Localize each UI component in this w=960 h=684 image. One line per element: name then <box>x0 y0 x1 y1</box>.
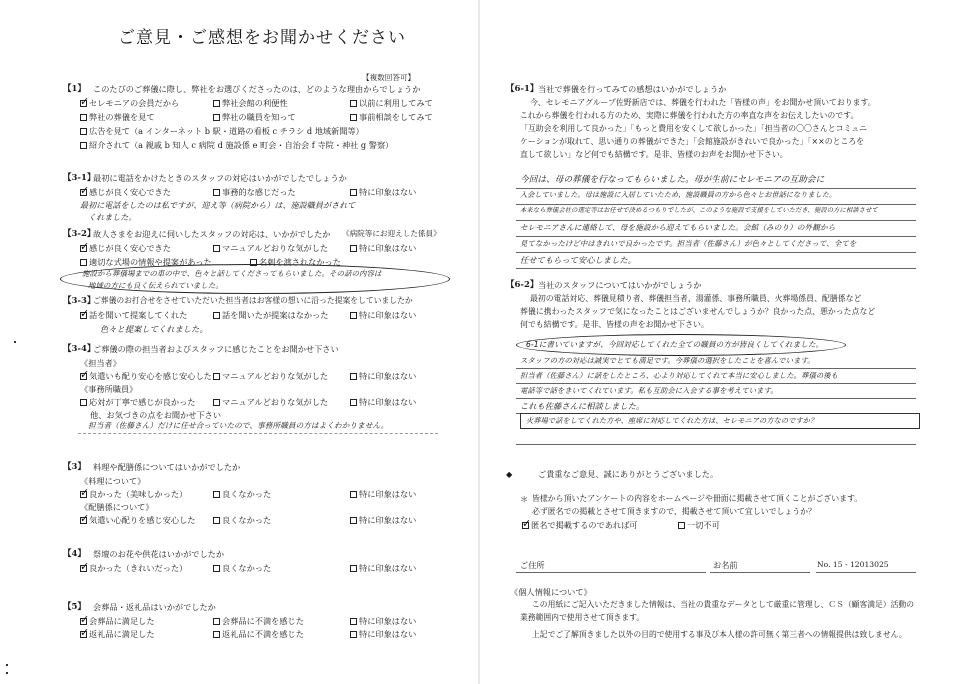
q32-note: 《病院等にお迎えした係員》 <box>342 229 441 238</box>
q1-option[interactable]: 弊社の職員を知って <box>213 112 296 122</box>
q32-handwriting: 施設から葬儀場までの車の中で、色々と話してくださってもらいました。その話の内容は <box>82 269 382 278</box>
answer-line <box>516 252 916 253</box>
q61-handwriting: 今回は、母の葬儀を行なってもらいました。母が生前にセレモニアの互助会に <box>520 175 825 185</box>
q61-body: 今、セレモニアグループ佐野新店では、葬儀を行われた「皆様の声」をお聞かせ頂いております。 <box>530 98 876 107</box>
checkbox-icon[interactable] <box>350 245 357 252</box>
answer-line <box>516 268 916 269</box>
thanks-text: ご貴重なご意見、誠にありがとうございました。 <box>538 469 719 479</box>
q32-handwriting: 地域の方にも良く伝えられていました。 <box>88 281 223 290</box>
scan-speck <box>14 341 16 343</box>
checkbox-icon[interactable] <box>80 114 87 121</box>
answer-line <box>78 433 438 434</box>
checkbox-icon[interactable] <box>80 128 87 135</box>
checkbox-checked-icon[interactable] <box>80 491 87 498</box>
q5-option[interactable]: ✓返礼品に満足した <box>80 629 155 639</box>
q5-number: 【5】 <box>63 602 86 612</box>
q4b-option[interactable]: 良くなかった <box>213 563 271 573</box>
q4b-option[interactable]: 特に印象はない <box>350 563 416 573</box>
answer-line <box>516 188 916 189</box>
q3-option[interactable]: 良くなかった <box>213 489 271 499</box>
q32-option[interactable]: 名刺を渡されなかった <box>250 257 341 267</box>
q4-option[interactable]: 特に印象はない <box>350 371 416 381</box>
q4-number: 【3-4】 <box>63 344 96 354</box>
checkbox-icon[interactable] <box>350 565 357 572</box>
checkbox-icon[interactable] <box>213 399 220 406</box>
publish-question: 皆様から頂いたアンケートの内容をホームページや冊面に掲載させて頂くことがございます。 <box>532 494 863 503</box>
q5-option[interactable]: 特に印象はない <box>350 629 416 639</box>
q33-number: 【3-3】 <box>63 296 96 306</box>
scan-speck <box>6 664 8 666</box>
q5-option[interactable]: 会葬品に不満を感じた <box>213 616 304 626</box>
q4-other: 他、お気づきの点をお聞かせ下さい <box>90 410 222 420</box>
checkbox-icon[interactable] <box>350 517 357 524</box>
privacy-text: 業務範囲内で使用させて頂きます。 <box>520 613 645 622</box>
q33-handwriting: 色々と提案してくれました。 <box>100 324 208 334</box>
q4-option[interactable]: ✓気遣いも配り安心を感じ安心した <box>80 371 212 381</box>
checkbox-icon[interactable] <box>213 491 220 498</box>
q61-text: 当社で葬儀を行ってみての感想はいかがでしょうか <box>538 84 727 94</box>
page-title: ご意見・ご感想をお聞かせください <box>118 28 406 48</box>
address-field[interactable] <box>516 572 706 573</box>
checkbox-icon[interactable] <box>213 245 220 252</box>
q61-body: 「互助会を利用して良かった」「もっと費用を安くして欲しかった」「担当者の〇〇さんとコミュニ <box>520 124 868 133</box>
checkbox-icon[interactable] <box>213 565 220 572</box>
bullet-icon: ＊ <box>520 494 529 504</box>
checkbox-checked-icon[interactable] <box>80 373 87 380</box>
checkbox-icon[interactable] <box>350 631 357 638</box>
q31-option[interactable]: 事務的な感じだった <box>213 187 296 197</box>
q62-handwriting-2: 火葬場で話をしてくれた方や、座席に対応してくれた方は、セレモニアの方なのですか？ <box>526 416 818 425</box>
q61-body: これから葬儀を行われる方のため、実際に葬儀を行われた方の率直な声をお伝えしたいのです。 <box>520 111 859 120</box>
q32-number: 【3-2】 <box>63 229 96 239</box>
q32-option[interactable]: 特に印象はない <box>350 243 416 253</box>
privacy-title: 《個人情報について》 <box>510 587 592 597</box>
q61-handwriting: 入会していました。母は施設に入居していたため、施設職員の方から色々とお世話になりました。 <box>520 190 837 199</box>
publish-question: 必ず匿名での掲載とさせて頂きますので、掲載させて頂いて宜しいでしょうか？ <box>532 507 816 516</box>
checkbox-icon[interactable] <box>350 114 357 121</box>
checkbox-checked-icon[interactable] <box>522 522 529 529</box>
q32-option[interactable]: ✓感じが良く安心できた <box>80 243 171 253</box>
checkbox-checked-icon[interactable] <box>80 618 87 625</box>
q62-handwriting: スタッフの方の対応は誠実でとても満足です。今葬儀の選択をしたことを喜んでいます。 <box>520 356 815 365</box>
q5-text: 会葬品・返礼品はいかがでしたか <box>93 602 216 612</box>
q3-option[interactable]: ✓気遣い心配りを感じ安心した <box>80 515 195 525</box>
q3-option[interactable]: ✓良かった（美味しかった） <box>80 489 187 499</box>
checkbox-icon[interactable] <box>213 618 220 625</box>
q61-body: 直して欲しい」など何でも結構です。是非、皆様のお声をお聞かせ下さい。 <box>520 150 788 159</box>
q1-option[interactable]: ✓セレモニアの会員だから <box>80 98 179 108</box>
q32-option[interactable]: 適切な式場の情報や提案があった <box>80 257 212 267</box>
number-line <box>816 572 916 573</box>
q4-sub: 《事務所職員》 <box>80 384 138 394</box>
q1-option-intro[interactable]: 紹介されて（a 親戚 b 知人 c 病院 d 施設係 e 町会・自治会 f 寺院・神社 g 警察） <box>80 140 393 150</box>
q4-handwriting: 担当者（佐藤さん）だけに任せ合っていたので、事務所職員の方はよくわかりません。 <box>88 421 389 430</box>
q4-option[interactable]: 応対が丁寧で感じが良かった <box>80 397 195 407</box>
q62-handwriting: 6-1に書いていますが、今回対応してくれた全ての職員の方が皆良くしてくれました。 <box>526 340 824 349</box>
q3-sub: 《配膳係について》 <box>80 502 154 512</box>
q3-option[interactable]: 特に印象はない <box>350 489 416 499</box>
publish-option[interactable]: ✓匿名で掲載するのであれば可 <box>522 520 637 530</box>
q4-option[interactable]: 特に印象はない <box>350 397 416 407</box>
publish-option[interactable]: 一切不可 <box>678 520 720 530</box>
q4-option[interactable]: マニュアルどおりな気がした <box>213 371 328 381</box>
answer-line <box>516 398 916 399</box>
checkbox-icon[interactable] <box>213 312 220 319</box>
name-label: お名前 <box>713 560 738 570</box>
checkbox-checked-icon[interactable] <box>80 631 87 638</box>
q31-number: 【3-1】 <box>63 173 96 183</box>
q5-option[interactable]: ✓会葬品に満足した <box>80 616 155 626</box>
answer-line <box>516 444 916 445</box>
checkbox-checked-icon[interactable] <box>80 189 87 196</box>
checkbox-icon[interactable] <box>213 373 220 380</box>
checkbox-icon[interactable] <box>350 491 357 498</box>
checkbox-icon[interactable] <box>350 618 357 625</box>
left-page <box>0 0 478 684</box>
answer-line <box>516 220 916 221</box>
checkbox-checked-icon[interactable] <box>80 312 87 319</box>
q1-number: 【1】 <box>63 84 86 94</box>
q5-option[interactable]: 返礼品に不満を感じた <box>213 629 304 639</box>
diamond-icon: ◆ <box>506 469 513 479</box>
q62-body: 最初の電話対応、葬儀見積り者、葬儀担当者、湯灌係、事務所職員、火葬場係員、配膳係など <box>530 294 862 303</box>
checkbox-icon[interactable] <box>80 399 87 406</box>
q62-handwriting: 電話等で話をきいてくれています。私も互助会に入会する事を考えています。 <box>520 386 778 395</box>
q1-option[interactable]: 弊社の葬儀を見て <box>80 112 155 122</box>
q62-handwriting: これも佐藤さんに相談しました。 <box>520 401 645 411</box>
q5-option[interactable]: 特に印象はない <box>350 616 416 626</box>
checkbox-icon[interactable] <box>80 142 87 149</box>
checkbox-icon[interactable] <box>350 100 357 107</box>
q62-handwriting: 担当者（佐藤さん）に話をしたところ、心より対応してくれて本当に安心しました。葬儀の後も <box>520 371 839 380</box>
q1-option-ad[interactable]: 広告を見て（a インターネット b 駅・道路の看板 c チラシ d 地域新聞等） <box>80 126 364 136</box>
address-label: ご住所 <box>520 560 545 570</box>
q62-body: 葬儀に携わったスタッフで気になったことはございませんでしょうか？良かった点、悪かった点など <box>520 307 876 316</box>
q31-handwriting: くれました。 <box>88 213 137 222</box>
checkbox-checked-icon[interactable] <box>80 100 87 107</box>
checkbox-icon[interactable] <box>213 631 220 638</box>
q33-option[interactable]: 話を聞いたが提案はなかった <box>213 310 328 320</box>
q4b-option[interactable]: ✓良かった（きれいだった） <box>80 563 187 573</box>
q31-option[interactable]: ✓感じが良く安心できた <box>80 187 171 197</box>
q61-number: 【6-1】 <box>506 84 539 94</box>
privacy-text: 上記でご了解頂きました以外の目的で使用する事及び本人様の許可無く第三者への情報提供は致しません。 <box>532 630 907 639</box>
q62-text: 当社のスタッフについてはいかがでしょうか <box>538 280 702 290</box>
answer-line <box>516 368 916 369</box>
q62-body: 何でも結構です。是非、皆様の声をお聞かせ下さい。 <box>520 320 709 329</box>
q62-number: 【6-2】 <box>506 280 539 290</box>
name-field[interactable] <box>710 572 810 573</box>
checkbox-icon[interactable] <box>350 312 357 319</box>
q3-sub: 《料理について》 <box>80 476 146 486</box>
q3-option[interactable]: 良くなかった <box>213 515 271 525</box>
answer-line <box>516 204 916 205</box>
q3-number: 【3】 <box>63 462 86 472</box>
q33-option[interactable]: ✓話を聞いて提案してくれた <box>80 310 187 320</box>
checkbox-icon[interactable] <box>350 373 357 380</box>
q3-option[interactable]: 特に印象はない <box>350 515 416 525</box>
q61-handwriting: 見てなかったけど中はきれいで良かったです。担当者（佐藤さん）が色々としてくださって、全てを <box>520 239 857 248</box>
answer-line <box>516 236 916 237</box>
q1-option[interactable]: 以前に利用してみて <box>350 98 433 108</box>
q61-body: ケーションが取れて、思い通りの葬儀ができた」「会館施設がきれいで良かった」「××のところを <box>520 137 865 146</box>
scan-speck <box>6 672 8 674</box>
q32-option[interactable]: マニュアルどおりな気がした <box>213 243 328 253</box>
checkbox-checked-icon[interactable] <box>80 245 87 252</box>
right-page <box>480 0 960 684</box>
checkbox-checked-icon[interactable] <box>80 517 87 524</box>
checkbox-icon[interactable] <box>213 189 220 196</box>
q4-text: ご葬儀の際の担当者およびスタッフに感じたことをお聞かせ下さい <box>93 344 339 354</box>
checkbox-icon[interactable] <box>213 114 220 121</box>
multi-answer-note: 【複数回答可】 <box>362 73 416 82</box>
q3-text: 料理や配膳係についてはいかがでしたか <box>93 462 241 472</box>
checkbox-checked-icon[interactable] <box>80 565 87 572</box>
q33-text: ご葬儀のお打合せをさせていただいた担当者はお客様の想いに沿った提案をしていましたか <box>93 296 413 305</box>
q1-option[interactable]: 事前相談をしてみて <box>350 112 433 122</box>
q61-handwriting: セレモニアさんに連絡して、母を施設から迎えてもらいました。会館（みのり）の外観から <box>520 223 836 232</box>
q1-option[interactable]: 弊社会館の利便性 <box>213 98 288 108</box>
q4-option[interactable]: マニュアルどおりな気がした <box>213 397 328 407</box>
privacy-text: この用紙にご記入いただきました情報は、当社の貴重なデータとして厳重に管理し、ＣＳ（顧客満足）活動の <box>532 600 915 609</box>
q1-text: このたびのご葬儀に際し、弊社をお選びくださったのは、どのような理由からでしょうか <box>93 84 421 94</box>
q33-option[interactable]: 特に印象はない <box>350 310 416 320</box>
answer-line <box>516 383 916 384</box>
checkbox-icon[interactable] <box>213 100 220 107</box>
q4b-text: 祭壇のお花や供花はいかがでしたか <box>93 549 225 559</box>
checkbox-icon[interactable] <box>80 259 87 266</box>
q31-option[interactable]: 特に印象はない <box>350 187 416 197</box>
q4-sub: 《担当者》 <box>80 358 121 368</box>
q32-text: 故人さまをお迎えに伺いしたスタッフの対応は、いかがでしたか <box>93 229 331 239</box>
checkbox-icon[interactable] <box>350 399 357 406</box>
q4b-number: 【4】 <box>63 549 86 559</box>
checkbox-icon[interactable] <box>350 189 357 196</box>
q61-handwriting: 任せてもらって安心しました。 <box>520 255 637 265</box>
checkbox-icon[interactable] <box>213 517 220 524</box>
checkbox-icon[interactable] <box>678 522 685 529</box>
q61-handwriting: 本来なら葬儀会社の選定等はお任せで決めるつもりでしたが、このような施設で支援をしていただき、施設の方に相談させて <box>520 207 878 214</box>
form-number: No. 15 - 12013025 <box>817 560 889 569</box>
q31-handwriting: 最初に電話をしたのは私ですが、迎え等（病院から）は、施設職員がされて <box>80 201 356 210</box>
q31-text: 最初に電話をかけたときのスタッフの対応はいかがでしたでしょうか <box>93 173 347 183</box>
